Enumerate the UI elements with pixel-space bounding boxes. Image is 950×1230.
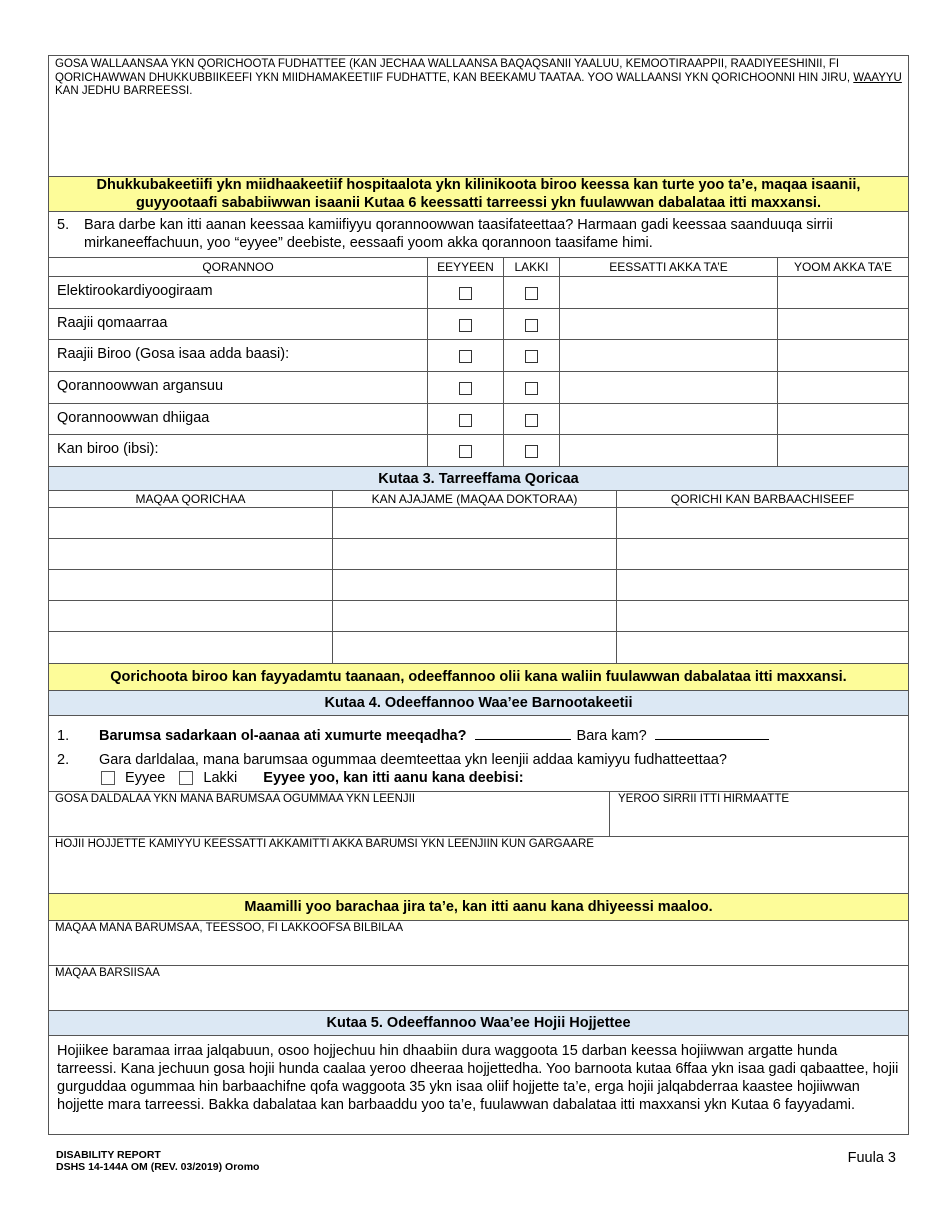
section-4-title: Kutaa 4. Odeeffannoo Waa’ee Barnootakeetii xyxy=(324,695,633,711)
tests-table-header xyxy=(48,257,909,276)
table-row xyxy=(48,600,909,631)
section-5-header xyxy=(48,1010,909,1035)
treatment-instructions: GOSA WALLAANSAA YKN QORICHOOTA FUDHATTEE (KAN JECHAA WALLAANSA BAQAQSANII YAALUU, KEMOOTIRAAPPII, RAADIYEESHINII, FI QORICHAWWAN DHUKKUBBIIKEEFI YKN MIIDHAMAKEETIIF FUDHATTE, KAN BEEKAMU TAATAA. YOO WALLAANSI YKN QORICHOONNI HIN JIRU, WAAYYU KAN JEDHU BARREESSI. xyxy=(55,58,902,97)
training-date-field[interactable]: YEROO SIRRII ITTI HIRMAATTE xyxy=(609,792,908,836)
training-fields-row xyxy=(48,791,909,836)
table-row xyxy=(48,403,909,434)
when-field[interactable] xyxy=(777,435,908,466)
section-4-header xyxy=(48,690,909,715)
medicine-field[interactable] xyxy=(49,508,332,538)
column-header-no: LAKKI xyxy=(503,258,559,276)
when-field[interactable] xyxy=(777,372,908,403)
table-row xyxy=(48,538,909,569)
year-completed-field[interactable] xyxy=(655,725,769,740)
no-checkbox[interactable] xyxy=(525,287,538,300)
when-field[interactable] xyxy=(777,277,908,308)
reason-field[interactable] xyxy=(616,632,908,663)
form-number: DSHS 14-144A OM (REV. 03/2019) Oromo xyxy=(56,1161,260,1173)
column-header-when: YOOM AKKA TA’E xyxy=(777,258,908,276)
school-info-field[interactable]: MAQAA MANA BARUMSAA, TEESSOO, FI LAKKOOFSA BILBILAA xyxy=(48,920,909,965)
medicine-field[interactable] xyxy=(49,570,332,600)
treatment-field[interactable] xyxy=(48,55,909,176)
page-number: Fuula 3 xyxy=(847,1150,896,1166)
when-field[interactable] xyxy=(777,404,908,434)
no-checkbox[interactable] xyxy=(179,771,193,785)
test-name: Kan biroo (ibsi): xyxy=(57,441,159,457)
medicine-field[interactable] xyxy=(49,632,332,663)
column-header-medicine: MAQAA QORICHAA xyxy=(135,492,246,506)
teacher-name-field[interactable]: MAQAA BARSIISAA xyxy=(48,965,909,1010)
yes-checkbox[interactable] xyxy=(459,350,472,363)
reason-field[interactable] xyxy=(616,539,908,569)
question-5: 5. Bara darbe kan itti aanan keessaa kamiifiyyu qorannoowwan taasifateettaa? Harmaan gadi keessaa saanduuqa sirrii mirkaneeffachuun, yoo “eyyee” deebiste, eessaafi yoom akka qorannoon taasifame himi. xyxy=(48,211,909,257)
no-checkbox[interactable] xyxy=(525,445,538,458)
section-3-header xyxy=(48,466,909,490)
yes-checkbox[interactable] xyxy=(101,771,115,785)
no-checkbox[interactable] xyxy=(525,350,538,363)
test-name: Raajii Biroo (Gosa isaa adda baasi): xyxy=(57,346,290,362)
no-checkbox[interactable] xyxy=(525,382,538,395)
education-questions xyxy=(48,715,909,791)
test-name: Raajii qomaarraa xyxy=(57,315,168,331)
footer xyxy=(56,1149,896,1173)
section-5-instructions: Hojiikee baramaa irraa jalqabuun, osoo hojjechuu hin dhaabiin dura waggoota 15 darban keessa hojiiwwan argatte hunda tarreessi. Kana jechuun gosa hojii hunda caalaa yeroo dheeraa hojjettedha. Yoo barnoota kutaa 6ffaa ykn isaa gadi qabaattee, hojii gurguddaa ogummaa hin barbaachifne qofa waggoota 35 ykn isaa oliif hojjette ta’e, erga hojii jalqabderraa kaastee hojiiwwan hojjette mara tarreessi. Bakka dabalataa kan barbaaddu yoo ta’e, fuulawwan dabalataa itti maxxansi ykn Kutaa 6 fayyadami. xyxy=(48,1035,909,1135)
yes-checkbox[interactable] xyxy=(459,445,472,458)
underlined-none: WAAYYU xyxy=(853,71,902,84)
test-name: Elektirookardiyoogiraam xyxy=(57,283,213,299)
table-row xyxy=(48,507,909,538)
when-field[interactable] xyxy=(777,340,908,371)
medicine-field[interactable] xyxy=(49,539,332,569)
test-name: Qorannoowwan dhiigaa xyxy=(57,410,210,426)
reason-field[interactable] xyxy=(616,601,908,631)
table-row xyxy=(48,631,909,663)
prescriber-field[interactable] xyxy=(332,601,616,631)
table-row xyxy=(48,371,909,403)
section-5-title: Kutaa 5. Odeeffannoo Waa’ee Hojii Hojjettee xyxy=(326,1015,631,1031)
form-title: DISABILITY REPORT xyxy=(56,1149,161,1161)
column-header-yes: EEYYEEN xyxy=(427,258,503,276)
section-3-title: Kutaa 3. Tarreeffama Qoricaa xyxy=(378,470,579,487)
where-field[interactable] xyxy=(559,340,777,371)
medication-notice-banner: Qorichoota biroo kan fayyadamtu taanaan, odeeffannoo olii kana waliin fuulawwan dabalataa itti maxxansi. xyxy=(48,663,909,690)
no-checkbox[interactable] xyxy=(525,319,538,332)
prescriber-field[interactable] xyxy=(332,539,616,569)
column-header-test: QORANNOO xyxy=(202,260,274,274)
table-row xyxy=(48,276,909,308)
test-name: Qorannoowwan argansuu xyxy=(57,378,224,394)
question-1: 1. Barumsa sadarkaan ol-aanaa ati xumurte meeqadha? Bara kam? xyxy=(57,725,769,744)
reason-field[interactable] xyxy=(616,570,908,600)
yes-checkbox[interactable] xyxy=(459,287,472,300)
prescriber-field[interactable] xyxy=(332,508,616,538)
medicine-field[interactable] xyxy=(49,601,332,631)
where-field[interactable] xyxy=(559,309,777,339)
where-field[interactable] xyxy=(559,404,777,434)
where-field[interactable] xyxy=(559,372,777,403)
prescriber-field[interactable] xyxy=(332,632,616,663)
prescriber-field[interactable] xyxy=(332,570,616,600)
training-type-field[interactable]: GOSA DALDALAA YKN MANA BARUMSAA OGUMMAA YKN LEENJII xyxy=(55,793,416,805)
reason-field[interactable] xyxy=(616,508,908,538)
student-notice-banner: Maamilli yoo barachaa jira ta’e, kan itti aanu kana dhiyeessi maaloo. xyxy=(48,893,909,920)
where-field[interactable] xyxy=(559,435,777,466)
question-2-options: Eyyee Lakki Eyyee yoo, kan itti aanu kana deebisi: xyxy=(101,770,524,787)
column-header-reason: QORICHI KAN BARBAACHISEEF xyxy=(616,491,908,507)
question-2: 2. Gara darldalaa, mana barumsaa ogummaa deemteettaa ykn leenjii addaa kamiyyu fudhatteettaa? xyxy=(57,752,727,768)
medication-table-header xyxy=(48,490,909,507)
table-row xyxy=(48,308,909,339)
table-row xyxy=(48,339,909,371)
hospital-notice-banner: Dhukkubakeetiifi ykn miidhaakeetiif hospitaalota ykn kilinikoota biroo keessa kan turte yoo ta’e, maqaa isaanii, guyyootaafi sababiiwwan isaanii Kutaa 6 keessatti tarreessi ykn fuulawwan dabalataa itti maxxansi. xyxy=(48,176,909,211)
yes-checkbox[interactable] xyxy=(459,382,472,395)
no-checkbox[interactable] xyxy=(525,414,538,427)
table-row xyxy=(48,434,909,466)
when-field[interactable] xyxy=(777,309,908,339)
training-jobs-field[interactable]: HOJII HOJJETTE KAMIYYU KEESSATTI AKKAMITTI AKKA BARUMSI YKN LEENJIIN KUN GARGAARE xyxy=(48,836,909,893)
column-header-where: EESSATTI AKKA TA’E xyxy=(559,258,777,276)
yes-checkbox[interactable] xyxy=(459,414,472,427)
yes-checkbox[interactable] xyxy=(459,319,472,332)
where-field[interactable] xyxy=(559,277,777,308)
highest-grade-field[interactable] xyxy=(475,725,571,740)
column-header-prescriber: KAN AJAJAME (MAQAA DOKTORAA) xyxy=(332,491,616,507)
table-row xyxy=(48,569,909,600)
